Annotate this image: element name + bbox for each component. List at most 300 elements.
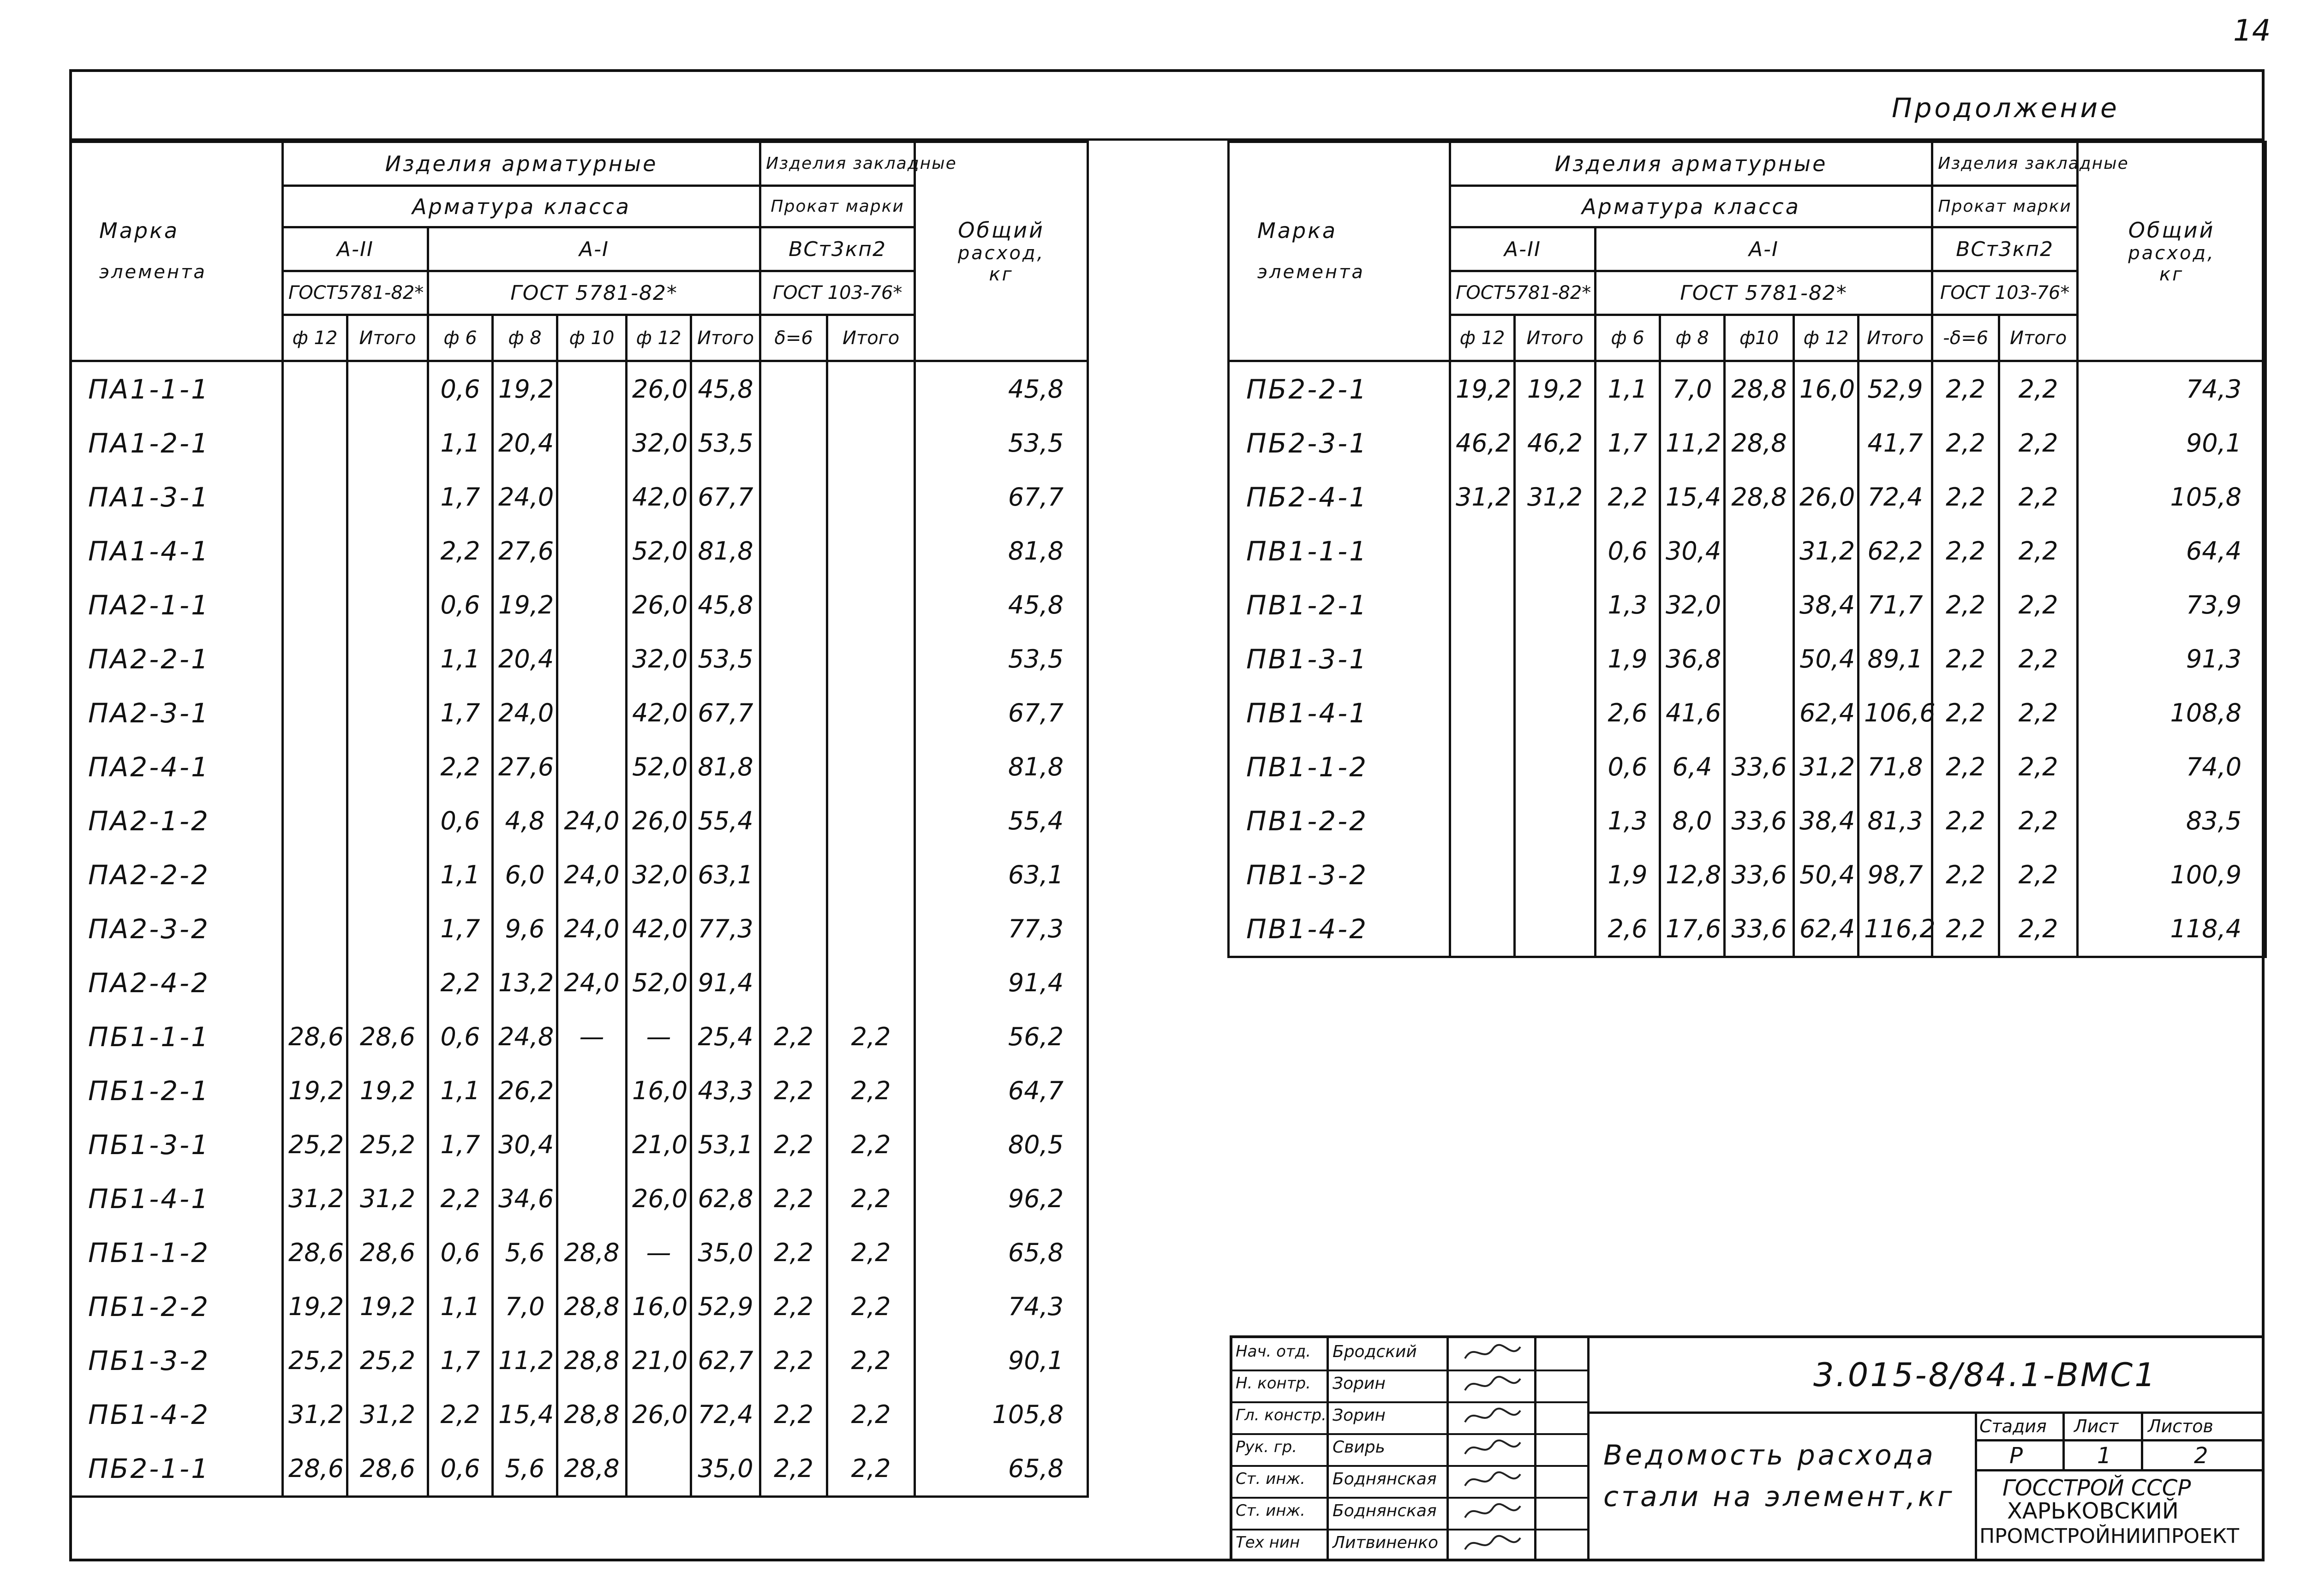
total-cell: 90,1 [915,1334,1088,1388]
value-cell: 62,4 [1794,902,1859,957]
table-row [71,416,1088,470]
value-cell: 26,0 [627,361,691,417]
value-cell: 5,6 [493,1226,557,1280]
title-block-divider [1587,1335,1590,1561]
value-cell: 24,0 [557,848,627,902]
value-cell: 13,2 [493,956,557,1010]
value-cell [1515,902,1596,957]
value-cell [283,470,347,524]
value-cell: 2,2 [760,1226,827,1280]
total-cell: 55,4 [915,794,1088,848]
value-cell: 77,3 [691,902,760,956]
value-cell [627,1441,691,1497]
table-row [1229,524,2266,578]
value-cell: 20,4 [493,416,557,470]
value-cell: 31,2 [1794,524,1859,578]
value-cell: 28,6 [347,1441,428,1497]
subheader-cell: Итого [691,315,760,361]
steel-table-left [69,141,1089,1498]
header-gost-a1: ГОСТ 5781-82* [428,271,760,315]
value-cell: 2,2 [1932,794,1999,848]
value-cell: 25,4 [691,1010,760,1064]
table-row [1229,416,2266,470]
table-row [71,794,1088,848]
value-cell: 2,2 [1932,524,1999,578]
subheader-cell: Итого [1859,315,1932,361]
header-total [2078,142,2266,361]
header-steel-grade: ВСт3кп2 [1932,227,2078,271]
value-cell: 2,2 [1999,361,2078,417]
doc-title-line1: Ведомость расхода [1603,1439,1936,1471]
element-mark-cell: ПВ1-1-2 [1229,740,1450,794]
total-cell: 67,7 [915,470,1088,524]
value-cell: 1,3 [1596,794,1660,848]
title-block-divider [1975,1439,2265,1441]
value-cell: 42,0 [627,902,691,956]
sheet-label: Лист [2074,1416,2119,1436]
value-cell: 0,6 [1596,740,1660,794]
element-mark-cell: ПА2-4-1 [71,740,283,794]
table-row [1229,361,2266,417]
value-cell [557,1118,627,1172]
value-cell [557,740,627,794]
header-gost-a2: ГОСТ5781-82* [1450,271,1596,315]
value-cell [347,470,428,524]
value-cell [1450,524,1515,578]
header-gost-a2: ГОСТ5781-82* [283,271,428,315]
table-row [71,1388,1088,1441]
value-cell: 28,6 [283,1010,347,1064]
value-cell: 2,2 [760,1064,827,1118]
subheader-cell: Итого [347,315,428,361]
value-cell [827,470,915,524]
element-mark-cell: ПА1-1-1 [71,361,283,417]
signature-row-divider [1230,1401,1587,1403]
value-cell: 2,2 [1932,740,1999,794]
table-row [71,470,1088,524]
value-cell: 25,2 [347,1334,428,1388]
total-cell: 105,8 [2078,470,2266,524]
element-mark-cell: ПВ1-3-2 [1229,848,1450,902]
element-mark-cell: ПА2-1-1 [71,578,283,632]
subheader-cell: Итого [1515,315,1596,361]
header-arm-products: Изделия арматурные [283,142,760,186]
value-cell: 34,6 [493,1172,557,1226]
value-cell: 28,8 [557,1441,627,1497]
subheader-cell: δ=6 [760,315,827,361]
value-cell: 2,2 [827,1334,915,1388]
table-row [71,902,1088,956]
header-total-line2: расход, [957,243,1045,264]
value-cell: 89,1 [1859,632,1932,686]
value-cell [283,848,347,902]
handwritten-signature [1463,1435,1523,1465]
table-row [71,1226,1088,1280]
signature-row-divider [1230,1497,1587,1499]
signature-name: Боднянская [1333,1501,1437,1520]
table-row [1229,794,2266,848]
value-cell [1515,524,1596,578]
value-cell: 11,2 [1660,416,1725,470]
value-cell: 2,2 [428,1388,493,1441]
table-row [1229,470,2266,524]
value-cell: 2,2 [827,1280,915,1334]
value-cell [760,416,827,470]
value-cell [827,686,915,740]
total-cell: 81,8 [915,740,1088,794]
value-cell: 28,6 [347,1226,428,1280]
table-row [71,956,1088,1010]
handwritten-signature [1463,1499,1523,1529]
sheets-label: Листов [2148,1416,2213,1436]
value-cell: 98,7 [1859,848,1932,902]
total-cell: 65,8 [915,1226,1088,1280]
title-block-divider [1975,1469,2265,1471]
header-embedded-products: Изделия закладные [760,142,915,186]
header-class-a2: А-II [283,227,428,271]
signature-row-divider [1230,1465,1587,1467]
value-cell [760,794,827,848]
value-cell: 52,9 [1859,361,1932,417]
value-cell [760,578,827,632]
value-cell [347,686,428,740]
table-row [1229,632,2266,686]
element-mark-cell: ПБ1-2-1 [71,1064,283,1118]
value-cell [760,848,827,902]
value-cell: 27,6 [493,524,557,578]
signature-row-divider [1230,1529,1587,1530]
value-cell [557,632,627,686]
value-cell: 63,1 [691,848,760,902]
value-cell: 28,6 [283,1226,347,1280]
value-cell [827,794,915,848]
value-cell: 17,6 [1660,902,1725,957]
header-gost-a1: ГОСТ 5781-82* [1596,271,1932,315]
value-cell: 24,8 [493,1010,557,1064]
value-cell: 32,0 [627,632,691,686]
value-cell: 2,2 [827,1064,915,1118]
table-row [1229,578,2266,632]
table-row [71,686,1088,740]
value-cell: 91,4 [691,956,760,1010]
value-cell [557,578,627,632]
value-cell [1450,740,1515,794]
value-cell: 25,2 [283,1334,347,1388]
value-cell [283,416,347,470]
doc-title-line2: стали на элемент,кг [1603,1481,1955,1513]
total-cell: 64,4 [2078,524,2266,578]
value-cell [283,740,347,794]
table-row [1229,902,2266,957]
org-line3: ПРОМСТРОЙНИИПРОЕКТ [1979,1525,2239,1548]
value-cell [1450,578,1515,632]
value-cell [283,794,347,848]
value-cell: 35,0 [691,1441,760,1497]
steel-table-right [1227,141,2267,958]
value-cell [1515,632,1596,686]
value-cell: 28,8 [1725,470,1794,524]
value-cell: — [557,1010,627,1064]
value-cell: 2,2 [827,1118,915,1172]
value-cell: 0,6 [1596,524,1660,578]
table-row [71,1334,1088,1388]
value-cell: 4,8 [493,794,557,848]
header-total-line3: кг [2159,264,2184,285]
sheet-value: 1 [2097,1443,2111,1469]
value-cell: 72,4 [691,1388,760,1441]
value-cell: 26,0 [627,578,691,632]
stage-label: Стадия [1979,1416,2047,1436]
value-cell: 2,2 [760,1172,827,1226]
table-row [71,1118,1088,1172]
value-cell: 19,2 [283,1064,347,1118]
value-cell: 7,0 [493,1280,557,1334]
value-cell: 31,2 [283,1172,347,1226]
value-cell [1794,416,1859,470]
header-gost-profile: ГОСТ 103-76* [760,271,915,315]
subheader-cell: -δ=6 [1932,315,1999,361]
total-cell: 53,5 [915,416,1088,470]
value-cell: 67,7 [691,470,760,524]
element-mark-cell: ПА2-4-2 [71,956,283,1010]
value-cell: 2,2 [1999,902,2078,957]
value-cell: 28,6 [283,1441,347,1497]
handwritten-signature [1463,1340,1523,1370]
value-cell: 6,0 [493,848,557,902]
element-mark-cell: ПВ1-4-2 [1229,902,1450,957]
value-cell [347,416,428,470]
value-cell: 15,4 [1660,470,1725,524]
value-cell: 81,8 [691,524,760,578]
header-class-a2: А-II [1450,227,1596,271]
value-cell [283,361,347,417]
value-cell: 42,0 [627,470,691,524]
value-cell [760,361,827,417]
total-cell: 96,2 [915,1172,1088,1226]
element-mark-cell: ПБ2-4-1 [1229,470,1450,524]
value-cell [1450,632,1515,686]
element-mark-cell: ПА2-1-2 [71,794,283,848]
value-cell: 9,6 [493,902,557,956]
header-class-a1: А-I [428,227,760,271]
value-cell: — [627,1226,691,1280]
value-cell: 36,8 [1660,632,1725,686]
value-cell: 28,8 [557,1388,627,1441]
value-cell: 19,2 [493,361,557,417]
table-row [71,1064,1088,1118]
table-row [71,1280,1088,1334]
element-mark-cell: ПБ1-3-1 [71,1118,283,1172]
element-mark-cell: ПВ1-4-1 [1229,686,1450,740]
value-cell: 26,0 [627,794,691,848]
value-cell: 45,8 [691,361,760,417]
table-row [71,1441,1088,1497]
value-cell: 11,2 [493,1334,557,1388]
value-cell: 2,2 [1932,361,1999,417]
value-cell: 21,0 [627,1334,691,1388]
signature-row-divider [1230,1370,1587,1371]
value-cell: 19,2 [493,578,557,632]
element-mark-cell: ПВ1-2-2 [1229,794,1450,848]
signature-name: Литвиненко [1333,1533,1439,1552]
value-cell [1515,794,1596,848]
value-cell: 1,7 [428,470,493,524]
subheader-cell: ф 10 [557,315,627,361]
value-cell: 62,8 [691,1172,760,1226]
subheader-cell: ф 8 [493,315,557,361]
value-cell: 1,3 [1596,578,1660,632]
value-cell [347,632,428,686]
element-mark-cell: ПБ1-1-1 [71,1010,283,1064]
value-cell: 0,6 [428,794,493,848]
signature-name: Бродский [1333,1342,1417,1361]
total-cell: 74,0 [2078,740,2266,794]
value-cell: 26,0 [627,1172,691,1226]
header-mark [71,142,283,361]
value-cell: 2,2 [1999,740,2078,794]
total-cell: 91,4 [915,956,1088,1010]
value-cell [557,470,627,524]
value-cell: 0,6 [428,1226,493,1280]
value-cell [347,956,428,1010]
handwritten-signature [1463,1404,1523,1434]
value-cell: — [627,1010,691,1064]
total-cell: 53,5 [915,632,1088,686]
steel-table-right-body [1229,361,2266,957]
value-cell: 28,8 [1725,416,1794,470]
element-mark-cell: ПБ1-1-2 [71,1226,283,1280]
value-cell: 19,2 [347,1064,428,1118]
signature-role: Нач. отд. [1236,1342,1311,1361]
value-cell: 21,0 [627,1118,691,1172]
value-cell [557,686,627,740]
value-cell: 2,2 [760,1441,827,1497]
value-cell: 81,8 [691,740,760,794]
value-cell: 28,6 [347,1010,428,1064]
total-cell: 74,3 [915,1280,1088,1334]
value-cell: 52,0 [627,956,691,1010]
value-cell: 20,4 [493,632,557,686]
total-cell: 108,8 [2078,686,2266,740]
value-cell: 28,8 [1725,361,1794,417]
value-cell: 72,4 [1859,470,1932,524]
subheader-cell: Итого [827,315,915,361]
value-cell: 71,7 [1859,578,1932,632]
value-cell: 81,3 [1859,794,1932,848]
header-profile-mark: Прокат марки [760,186,915,227]
signature-name: Боднянская [1333,1470,1437,1489]
element-mark-cell: ПА2-2-2 [71,848,283,902]
total-cell: 77,3 [915,902,1088,956]
value-cell: 52,9 [691,1280,760,1334]
value-cell: 52,0 [627,524,691,578]
value-cell: 53,5 [691,632,760,686]
header-mark [1229,142,1450,361]
total-cell: 80,5 [915,1118,1088,1172]
value-cell: 2,2 [428,1172,493,1226]
value-cell: 35,0 [691,1226,760,1280]
subheader-cell: ф 12 [283,315,347,361]
value-cell [827,740,915,794]
value-cell: 19,2 [1515,361,1596,417]
value-cell: 32,0 [627,848,691,902]
value-cell [760,740,827,794]
value-cell: 2,2 [760,1010,827,1064]
table-row [1229,740,2266,794]
element-mark-cell: ПБ1-2-2 [71,1280,283,1334]
value-cell: 1,9 [1596,632,1660,686]
value-cell: 38,4 [1794,578,1859,632]
element-mark-cell: ПВ1-1-1 [1229,524,1450,578]
value-cell: 2,2 [1932,470,1999,524]
value-cell: 2,2 [827,1388,915,1441]
element-mark-cell: ПВ1-3-1 [1229,632,1450,686]
value-cell: 19,2 [1450,361,1515,417]
title-block-divider [1587,1411,2265,1414]
value-cell: 16,0 [627,1280,691,1334]
title-block-divider [2141,1411,2143,1469]
header-mark-line1: Марка [1257,218,1338,243]
subheader-cell: ф10 [1725,315,1794,361]
value-cell: 106,6 [1859,686,1932,740]
value-cell: 2,6 [1596,902,1660,957]
subheader-cell: ф 12 [1794,315,1859,361]
signature-role: Рук. гр. [1236,1438,1297,1456]
value-cell: 31,2 [1450,470,1515,524]
value-cell: 2,2 [1932,578,1999,632]
value-cell: 28,8 [557,1226,627,1280]
value-cell [347,578,428,632]
value-cell [827,902,915,956]
subheader-cell: ф 12 [627,315,691,361]
value-cell: 2,2 [760,1118,827,1172]
value-cell: 0,6 [428,1441,493,1497]
total-cell: 64,7 [915,1064,1088,1118]
total-cell: 65,8 [915,1441,1088,1497]
value-cell: 2,2 [1596,470,1660,524]
value-cell: 1,7 [428,1334,493,1388]
element-mark-cell: ПБ2-1-1 [71,1441,283,1497]
subheader-cell: ф 6 [1596,315,1660,361]
value-cell: 33,6 [1725,902,1794,957]
value-cell: 25,2 [283,1118,347,1172]
value-cell: 53,1 [691,1118,760,1172]
org-line1: ГОССТРОЙ СССР [2002,1475,2191,1501]
doc-code: 3.015-8/84.1-ВМС1 [1813,1356,2157,1394]
header-embedded-products: Изделия закладные [1932,142,2078,186]
value-cell [1515,740,1596,794]
value-cell [760,902,827,956]
value-cell: 31,2 [1515,470,1596,524]
total-cell: 45,8 [915,578,1088,632]
signature-name: Зорин [1333,1374,1386,1393]
value-cell [557,416,627,470]
value-cell: 31,2 [347,1172,428,1226]
value-cell [1725,524,1794,578]
total-cell: 81,8 [915,524,1088,578]
header-reinf-class: Арматура класса [283,186,760,227]
value-cell [1725,686,1794,740]
value-cell [557,1172,627,1226]
total-cell: 100,9 [2078,848,2266,902]
handwritten-signature [1463,1372,1523,1402]
total-cell: 45,8 [915,361,1088,417]
header-total-line2: расход, [2128,243,2215,264]
value-cell: 1,1 [428,1280,493,1334]
steel-table-left-body [71,361,1088,1497]
title-block-divider [2062,1411,2065,1469]
header-gost-profile: ГОСТ 103-76* [1932,271,2078,315]
